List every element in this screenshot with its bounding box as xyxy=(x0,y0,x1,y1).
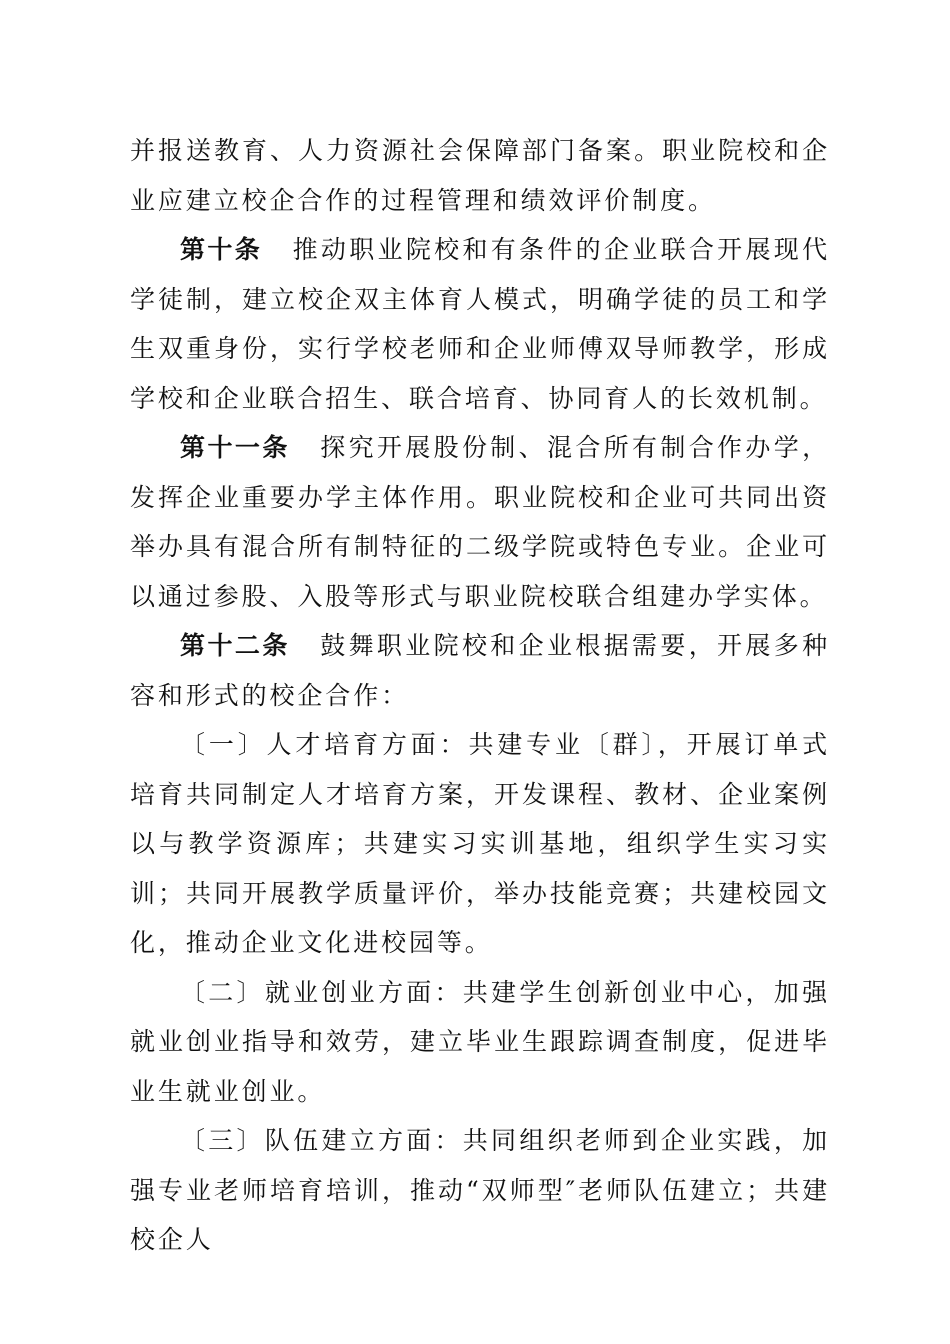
paragraph-text: 探究开展股份制、混合所有制合作办学，发挥企业重要办学主体作用。职业院校和企业可共同出资举办具有混合所有制特征的二级学院或特色专业。企业可以通过参股、入股等形式与职业院校联合组建办学实体。 xyxy=(130,433,830,611)
article-12-paragraph xyxy=(130,621,830,720)
article-11-paragraph xyxy=(130,423,830,621)
paragraph-text: 〔一〕人才培育方面：共建专业〔群〕，开展订单式培育共同制定人才培育方案，开发课程、教材、企业案例以与教学资源库；共建实习实训基地，组织学生实习实训；共同开展教学质量评价，举办技能竞赛；共建校园文化，推动企业文化进校园等。 xyxy=(130,730,830,957)
article-10-paragraph xyxy=(130,225,830,423)
list-item-talent-training xyxy=(130,720,830,968)
paragraph-text: 〔三〕队伍建立方面：共同组织老师到企业实践，加强专业老师培育培训，推动“双师型″老师队伍建立；共建校企人 xyxy=(130,1126,830,1254)
paragraph-continuation xyxy=(130,126,830,225)
list-item-employment xyxy=(130,968,830,1117)
paragraph-text: 鼓舞职业院校和企业根据需要，开展多种容和形式的校企合作： xyxy=(130,631,830,710)
article-number: 第十一条 xyxy=(180,433,290,462)
paragraph-text: 推动职业院校和有条件的企业联合开展现代学徒制，建立校企双主体育人模式，明确学徒的员工和学生双重身份，实行学校老师和企业师傅双导师教学，形成学校和企业联合招生、联合培育、协同育人的长效机制。 xyxy=(130,235,830,413)
document-body xyxy=(130,126,830,1265)
paragraph-text: 并报送教育、人力资源社会保障部门备案。职业院校和企业应建立校企合作的过程管理和绩效评价制度。 xyxy=(130,136,830,215)
article-number: 第十二条 xyxy=(180,631,290,660)
paragraph-text: 〔二〕就业创业方面：共建学生创新创业中心，加强就业创业指导和效劳，建立毕业生跟踪调查制度，促进毕业生就业创业。 xyxy=(130,977,830,1106)
list-item-teacher-team xyxy=(130,1116,830,1265)
article-number: 第十条 xyxy=(180,235,263,264)
